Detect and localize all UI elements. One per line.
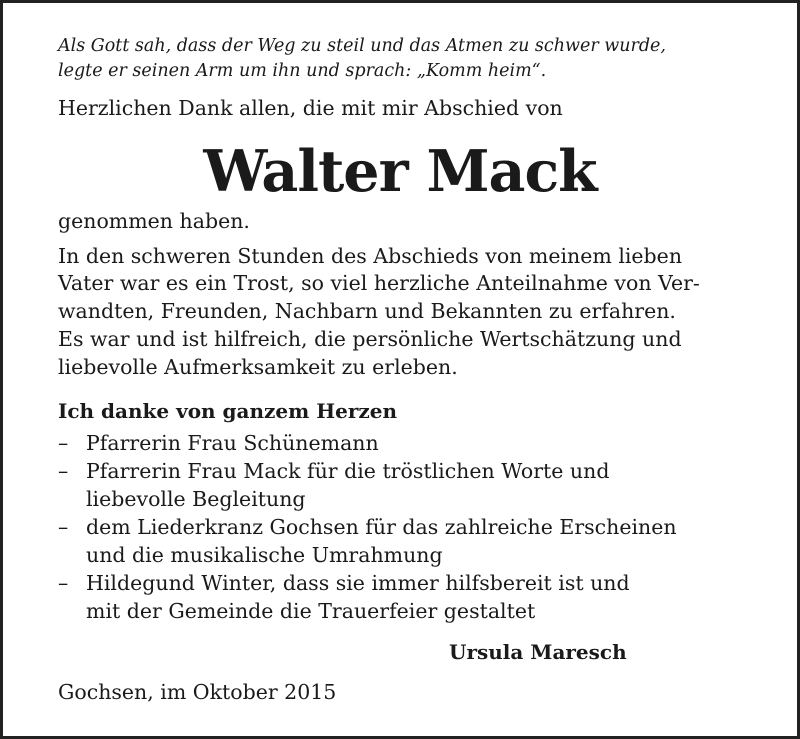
quote-line-2: legte er seinen Arm um ihn und sprach: „Komm heim“.	[58, 61, 547, 81]
thanks-heading: Ich danke von ganzem Herzen	[58, 399, 398, 423]
list-dash: –	[58, 515, 69, 539]
paragraph-line: In den schweren Stunden des Abschieds von meinem lieben	[58, 244, 683, 268]
list-item: Pfarrerin Frau Schünemann	[86, 431, 379, 455]
paragraph-line: liebevolle Aufmerksamkeit zu erleben.	[58, 355, 458, 379]
place-date: Gochsen, im Oktober 2015	[58, 680, 337, 704]
list-item-continuation: und die musikalische Umrahmung	[86, 543, 443, 567]
list-dash: –	[58, 431, 69, 455]
signature: Ursula Maresch	[449, 640, 627, 664]
deceased-name: Walter Mack	[203, 138, 597, 205]
after-name-text: genommen haben.	[58, 209, 250, 233]
paragraph-line: wandten, Freunden, Nachbarn und Bekannten zu erfahren.	[58, 299, 676, 323]
paragraph-line: Es war und ist hilfreich, die persönliche Wertschätzung und	[58, 327, 682, 351]
list-dash: –	[58, 459, 69, 483]
list-item-continuation: mit der Gemeinde die Trauerfeier gestaltet	[86, 599, 536, 623]
list-item: Pfarrerin Frau Mack für die tröstlichen Worte und	[86, 459, 610, 483]
list-item: Hildegund Winter, dass sie immer hilfsbereit ist und	[86, 571, 630, 595]
list-item-continuation: liebevolle Begleitung	[86, 487, 306, 511]
paragraph-line: Vater war es ein Trost, so viel herzliche Anteilnahme von Ver-	[58, 271, 700, 295]
list-item: dem Liederkranz Gochsen für das zahlreiche Erscheinen	[86, 515, 677, 539]
quote-line-1: Als Gott sah, dass der Weg zu steil und das Atmen zu schwer wurde,	[58, 36, 666, 56]
list-dash: –	[58, 571, 69, 595]
intro-text: Herzlichen Dank allen, die mit mir Abschied von	[58, 96, 563, 120]
